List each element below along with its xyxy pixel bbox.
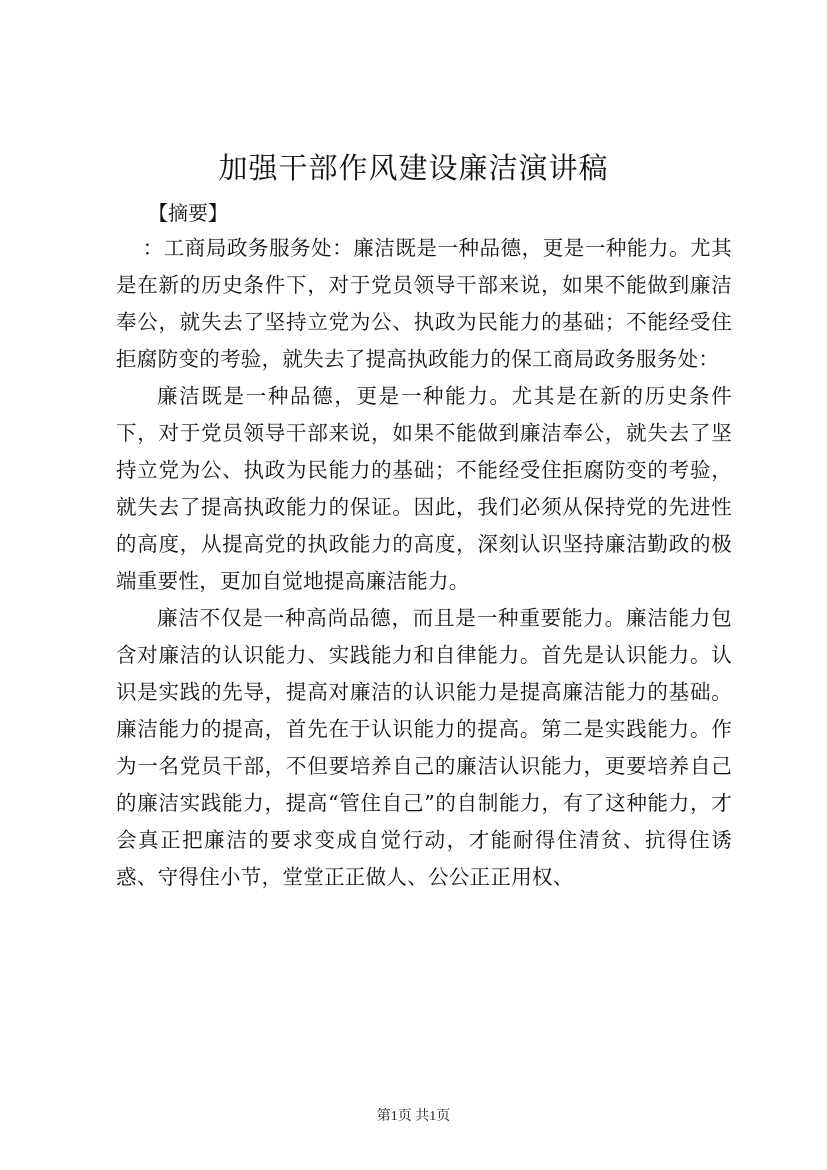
paragraph-2: 廉洁既是一种品德，更是一种能力。尤其是在新的历史条件下，对于党员领导干部来说，如果不能做到廉洁奉公，就失去了坚持立党为公、执政为民能力的基础；不能经受住拒腐防变的考验，就失去了提高执政能力的保证。因此，我们必须从保持党的先进性的高度，从提高党的执政能力的高度，深刻认识坚持廉洁勤政的极端重要性，更加自觉地提高廉洁能力。 xyxy=(116,384,732,593)
document-body xyxy=(116,230,732,896)
document-title: 加强干部作风建设廉洁演讲稿 xyxy=(218,151,609,185)
paragraph-3: 廉洁不仅是一种高尚品德，而且是一种重要能力。廉洁能力包含对廉洁的认识能力、实践能力和自律能力。首先是认识能力。认识是实践的先导，提高对廉洁的认识能力是提高廉洁能力的基础。廉洁能力的提高，首先在于认识能力的提高。第二是实践能力。作为一名党员干部，不但要培养自己的廉洁认识能力，更要培养自己的廉洁实践能力，提高“管住自己”的自制能力，有了这种能力，才会真正把廉洁的要求变成自觉行动，才能耐得住清贫、抗得住诱惑、守得住小节，堂堂正正做人、公公正正用权、 xyxy=(116,606,732,889)
abstract-label: 【摘要】 xyxy=(148,201,228,225)
page-footer: 第1页 共1页 xyxy=(376,1109,451,1124)
paragraph-1: ：工商局政务服务处：廉洁既是一种品德，更是一种能力。尤其是在新的历史条件下，对于党员领导干部来说，如果不能做到廉洁奉公，就失去了坚持立党为公、执政为民能力的基础；不能经受住拒腐防变的考验，就失去了提高执政能力的保工商局政务服务处： xyxy=(116,236,732,371)
